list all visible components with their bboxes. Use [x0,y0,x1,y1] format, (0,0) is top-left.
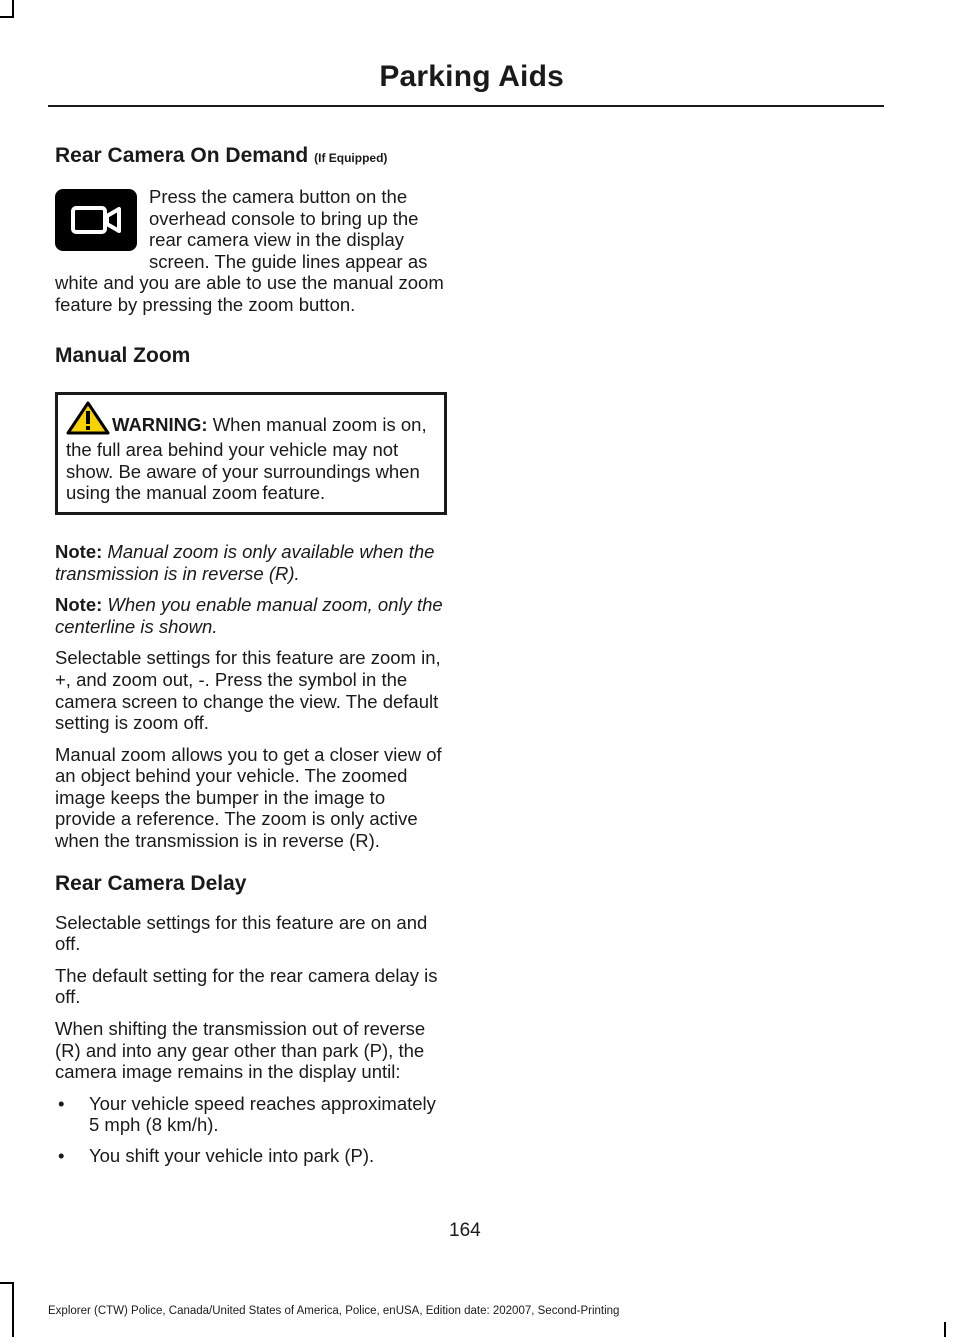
warning-triangle-icon [66,401,110,440]
crop-mark-bottom-right [944,1322,946,1337]
warning-text: When manual zoom is on, the full area behind your vehicle may not show. Be aware of your surroundings when using the manual zoom feature. [66,413,427,504]
zoom-description-paragraph: Manual zoom allows you to get a closer view of an object behind your vehicle. The zoomed image keeps the bumper in the image to provide a reference. The zoom is only active when the transmission is in reverse (R). [55,743,442,852]
section-title-text: Rear Camera On Demand [55,144,309,167]
warning-label: WARNING: [112,413,208,435]
video-camera-icon [55,189,137,251]
note-centerline [55,594,447,637]
main-column [55,142,447,1176]
section-title-manual-zoom: Manual Zoom [55,343,191,367]
delay-conditions-list [55,1093,447,1167]
page-header-title: Parking Aids [379,60,564,93]
note-label: Note: [55,540,103,562]
delay-default-paragraph: The default setting for the rear camera delay is off. [55,964,438,1008]
crop-mark-top-left-h [0,16,14,18]
page-footer: Explorer (CTW) Police, Canada/United States of America, Police, enUSA, Edition date: 202007, Second-Printing [48,1305,620,1317]
delay-settings-paragraph: Selectable settings for this feature are on and off. [55,911,428,955]
bullet: • [58,1092,65,1114]
section-title-rear-camera-delay: Rear Camera Delay [55,871,247,895]
note-text: When you enable manual zoom, only the centerline is shown. [55,594,443,637]
crop-mark-bottom-left [12,1282,14,1337]
camera-body-text: Press the camera button on the overhead console to bring up the rear camera view in the display screen. The guide lines appear as white and you are able to use the manual zoom feature by pressing the zoom button. [55,186,444,315]
list-item: • You shift your vehicle into park (P). [58,1145,375,1166]
page-number: 164 [449,1220,481,1241]
section-title-rear-camera-on-demand [55,142,447,172]
crop-mark-bottom-left-h [0,1282,14,1284]
bullet: • [58,1145,65,1166]
note-manual-zoom-reverse [55,541,447,584]
delay-shifting-paragraph: When shifting the transmission out of reverse (R) and into any gear other than park (P), the camera image remains in the display until: [55,1018,426,1083]
list-item: • Your vehicle speed reaches approximately 5 mph (8 km/h). [58,1092,436,1136]
note-label: Note: [55,594,103,616]
note-text: Manual zoom is only available when the transmission is in reverse (R). [55,540,435,584]
header-divider [48,105,884,107]
warning-box [55,392,447,515]
if-equipped-label: (If Equipped) [314,151,388,165]
zoom-settings-paragraph: Selectable settings for this feature are zoom in, +, and zoom out, -. Press the symbol in the camera screen to change the view. The default setting is zoom off. [55,647,441,734]
